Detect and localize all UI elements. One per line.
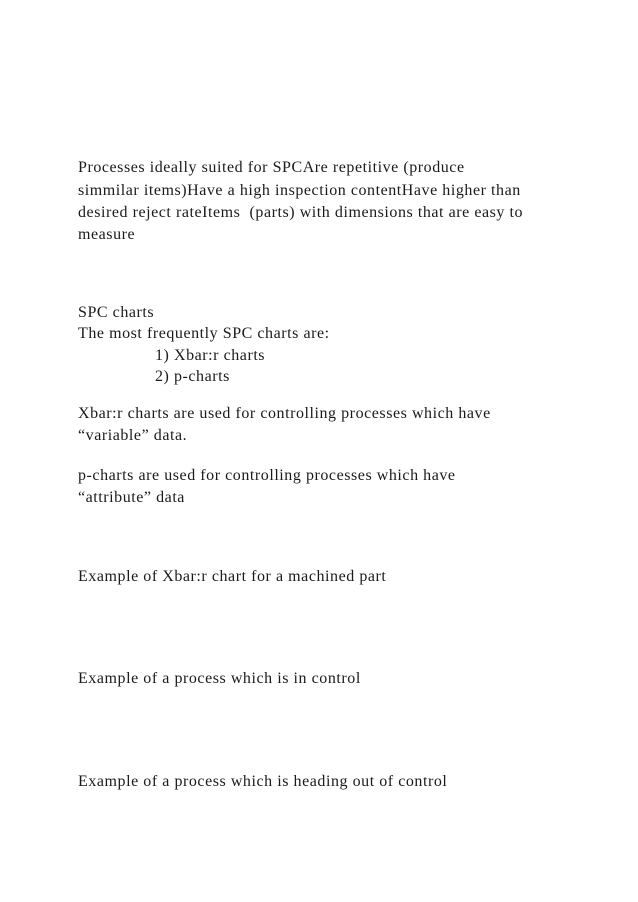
list-item-xbar: 1) Xbar:r charts <box>155 347 266 364</box>
intro-line-3: desired reject rateItems (parts) with dimensions that are easy to <box>78 204 524 221</box>
example-in-control: Example of a process which is in control <box>78 670 361 687</box>
intro-line-4: measure <box>78 226 136 243</box>
example-machined-part: Example of Xbar:r chart for a machined part <box>78 568 387 585</box>
intro-line-1: Processes ideally suited for SPCAre repetitive (produce <box>78 159 465 176</box>
list-item-p-charts: 2) p-charts <box>155 368 230 385</box>
xbar-description-line-2: “variable” data. <box>78 427 188 444</box>
p-chart-description-line-1: p-charts are used for controlling processes which have <box>78 467 456 484</box>
intro-line-2: simmilar items)Have a high inspection contentHave higher than <box>78 182 521 199</box>
spc-charts-lead: The most frequently SPC charts are: <box>78 325 330 342</box>
xbar-description-line-1: Xbar:r charts are used for controlling processes which have <box>78 405 491 422</box>
example-heading-out-of-control: Example of a process which is heading out of control <box>78 773 448 790</box>
p-chart-description-line-2: “attribute” data <box>78 489 185 506</box>
spc-charts-heading: SPC charts <box>78 304 155 321</box>
